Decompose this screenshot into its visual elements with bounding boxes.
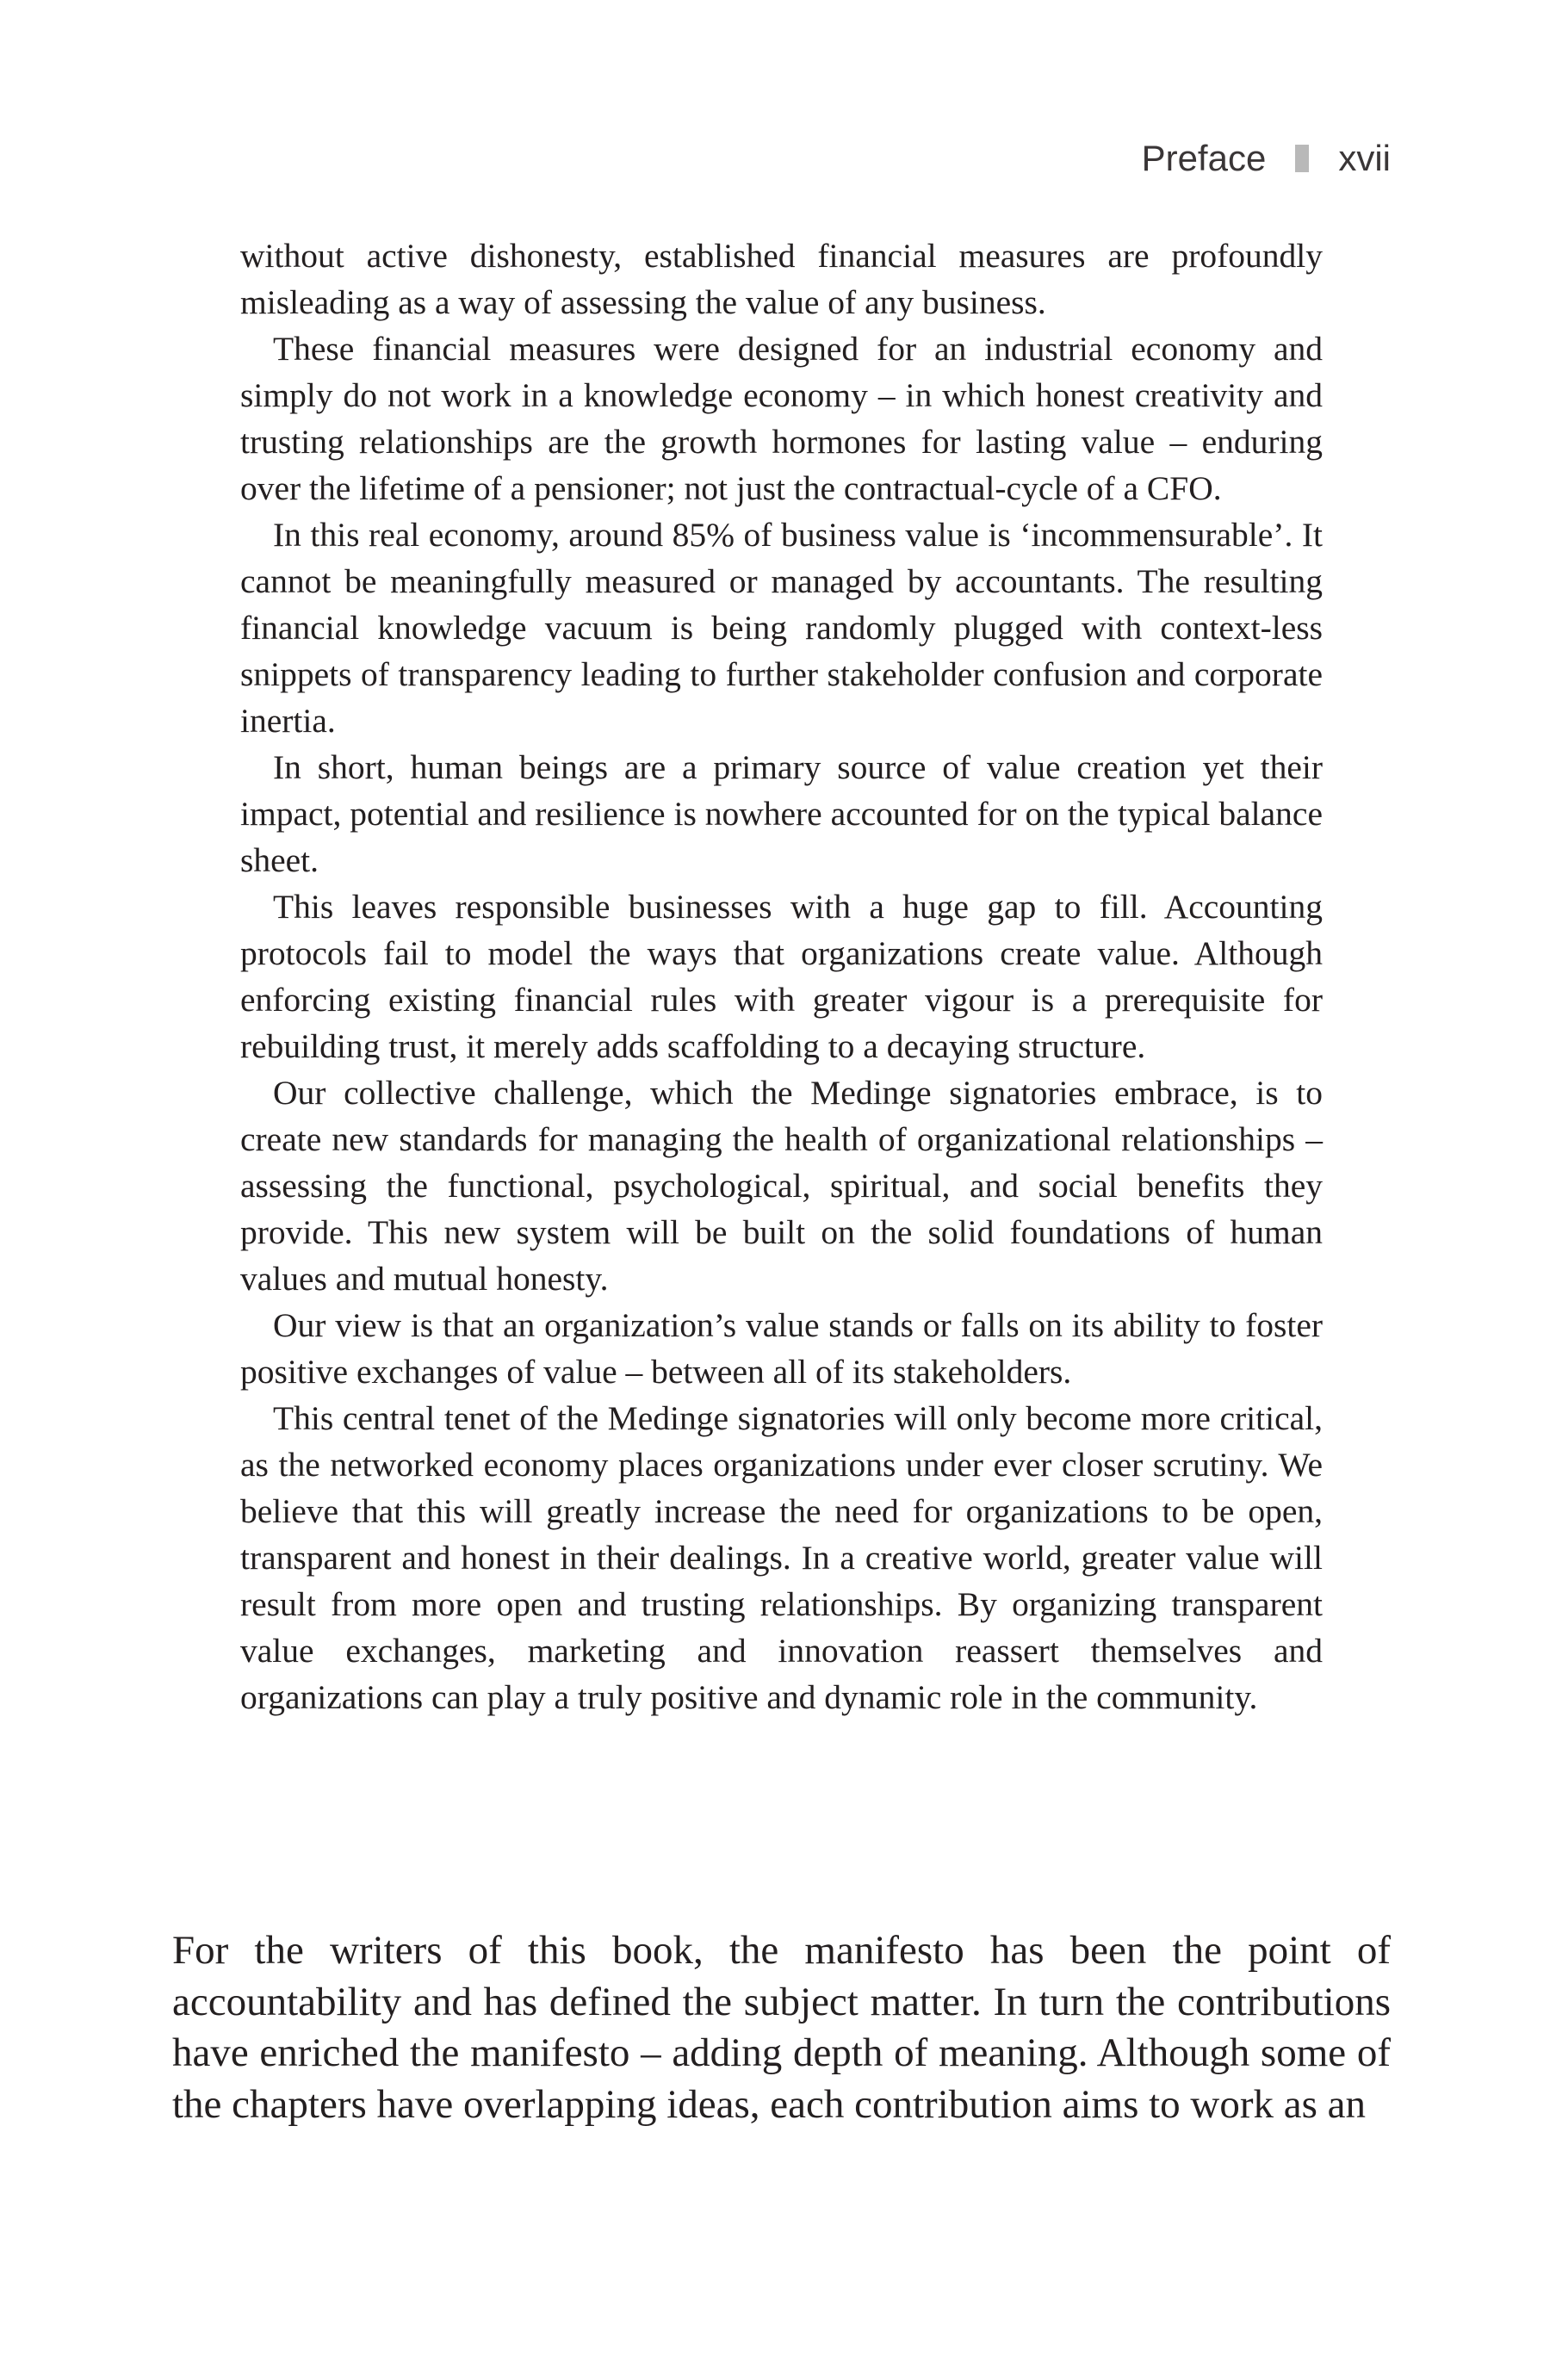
quote-paragraph: These financial measures were designed for an industrial economy and simply do not work in a knowledge economy – in which honest creativity and trusting relationships are the growth hormones for lasting value – enduring over the lifetime of a pensioner; not just the contractual-cycle of a CFO. <box>240 330 1323 507</box>
quote-paragraph: This leaves responsible businesses with a huge gap to fill. Accounting protocols fail to model the ways that organizations create value. Although enforcing existing financial rules with greater vigour is a prerequisite for rebuilding trust, it merely adds scaffolding to a decaying structure. <box>240 888 1323 1065</box>
quote-paragraph: without active dishonesty, established financial measures are profoundly misleading as a way of assessing the value of any business. <box>240 237 1323 321</box>
quote-paragraph: In this real economy, around 85% of business value is ‘incommensurable’. It cannot be meaningfully measured or managed by accountants. The resulting financial knowledge vacuum is being randomly plugged with context-less snippets of transparency leading to further stakeholder confusion and corporate inertia. <box>240 516 1323 740</box>
page-number: xvii <box>1338 138 1391 178</box>
running-head-section: Preface <box>1141 138 1267 178</box>
quote-paragraph: This central tenet of the Medinge signatories will only become more critical, as the networked economy places organizations under ever closer scrutiny. We believe that this will greatly increase the need for organizations to be open, transparent and honest in their dealings. In a creative world, greater value will result from more open and trusting relationships. By organizing transparent value exchanges, marketing and innovation reassert themselves and organizations can play a truly positive and dynamic role in the community. <box>240 1399 1323 1716</box>
manifesto-quote-block <box>240 232 1323 1720</box>
body-text <box>172 1925 1391 2130</box>
body-paragraph: For the writers of this book, the manifesto has been the point of accountability and has defined the subject matter. In turn the contributions have enriched the manifesto – adding depth of meaning. Although some of the chapters have overlapping ideas, each contribution aims to work as an <box>172 1928 1391 2127</box>
running-head <box>1142 134 1391 183</box>
quote-paragraph: Our view is that an organization’s value stands or falls on its ability to foster positive exchanges of value – between all of its stakeholders. <box>240 1306 1323 1391</box>
running-head-separator <box>1295 145 1309 172</box>
quote-paragraph: In short, human beings are a primary source of value creation yet their impact, potential and resilience is nowhere accounted for on the typical balance sheet. <box>240 748 1323 879</box>
quote-paragraph: Our collective challenge, which the Medinge signatories embrace, is to create new standards for managing the health of organizational relationships – assessing the functional, psychological, spiritual, and social benefits they provide. This new system will be built on the solid foundations of human values and mutual honesty. <box>240 1074 1323 1298</box>
